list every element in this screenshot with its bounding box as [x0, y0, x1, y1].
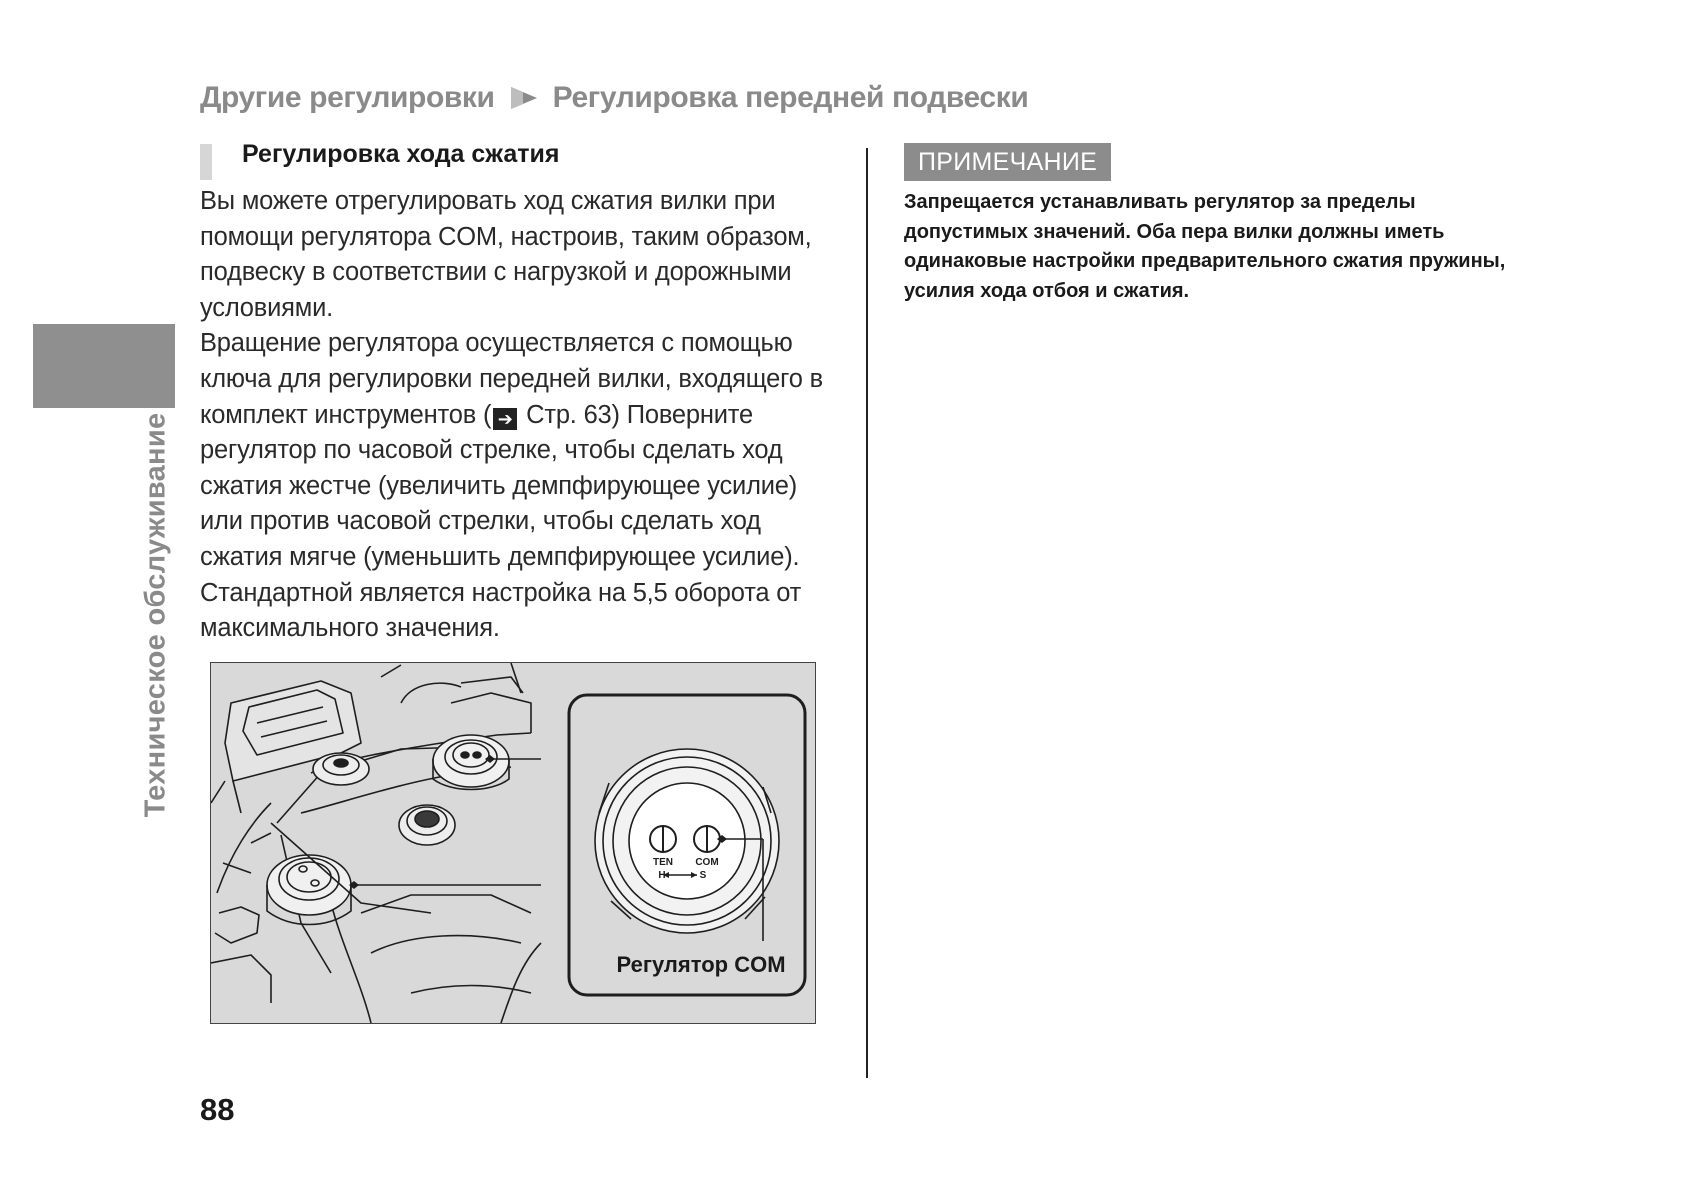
paragraph-2-text-continued: Поверните регулятор по часовой стрелке, чтобы сделать ход сжатия жестче (увеличить демпфирующее усилие) или против часовой стрелки, чтобы сделать ход сжатия мягче (уменьшить демпфирующее усилие). Стандартной является настройка на 5,5 оборота от максимального значения. [200, 400, 802, 643]
label-s: S [699, 870, 707, 881]
breadcrumb [200, 78, 1028, 118]
breadcrumb-arrow-icon [509, 85, 539, 111]
note-text: Запрещается устанавливать регулятор за пределы допустимых значений. Оба пера вилки должны иметь одинаковые настройки предварительного сжатия пружины, усилия хода отбоя и сжатия. [904, 191, 1506, 302]
label-com: COM [695, 857, 719, 868]
page-reference-icon: ➔ [493, 408, 517, 430]
breadcrumb-current: Регулировка передней подвески [552, 81, 1029, 114]
paragraph-1: Вы можете отрегулировать ход сжатия вилки при помощи регулятора COM, настроив, таким образом, подвеску в соответствии с нагрузкой и дорожными условиями. [200, 187, 812, 322]
paragraph-2-text: Вращение регулятора осуществляется с помощью ключа для регулировки передней вилки, входящего в комплект инструментов ( [200, 329, 823, 429]
paragraph-2 [200, 326, 840, 646]
label-h: H [658, 870, 666, 881]
section-body [200, 184, 840, 647]
breadcrumb-parent: Другие регулировки [200, 81, 495, 114]
note-label: ПРИМЕЧАНИЕ [904, 143, 1111, 181]
page-number: 88 [200, 1092, 235, 1127]
sidebar-section-label: Техническое обслуживание [139, 412, 172, 818]
callout-label-com-adjuster: Регулятор COM [616, 952, 786, 977]
section-heading-bar [200, 144, 212, 180]
sidebar-tab-marker [33, 324, 175, 408]
label-ten: TEN [653, 857, 673, 868]
compression-adjuster-figure [210, 662, 816, 1024]
column-divider [866, 148, 868, 1078]
section-title: Регулировка хода сжатия [242, 140, 560, 168]
page-reference-link[interactable]: Стр. 63) [519, 400, 620, 429]
